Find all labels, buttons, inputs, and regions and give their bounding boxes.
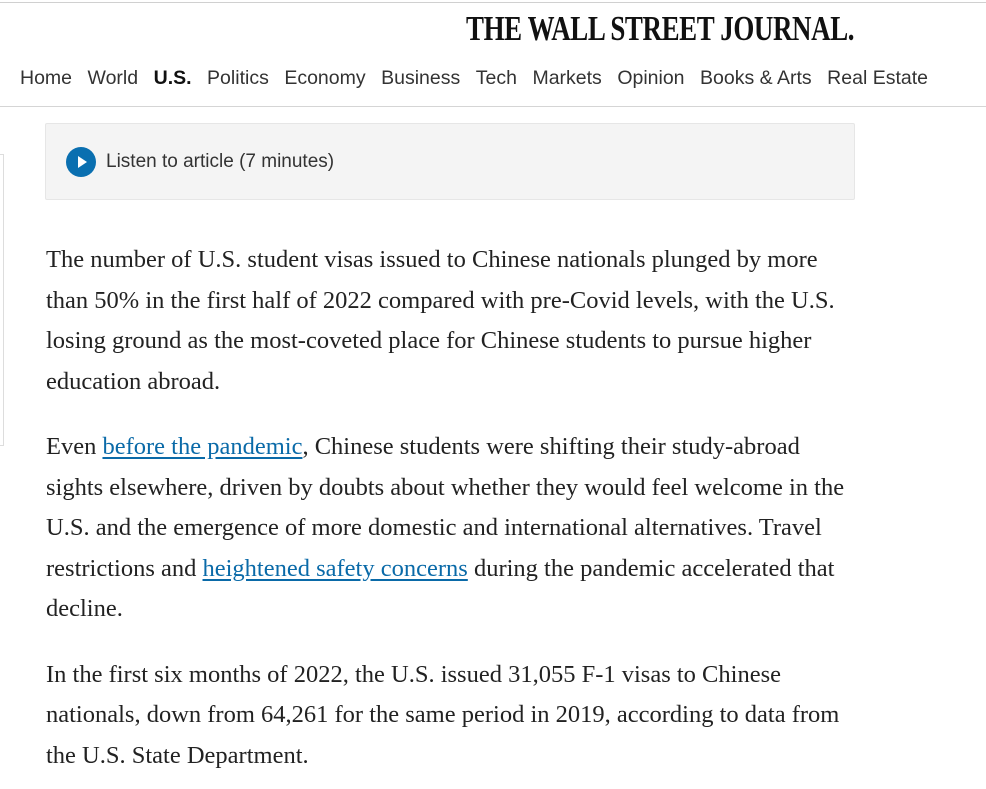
nav-item-real-estate[interactable]: Real Estate bbox=[827, 67, 928, 89]
article-paragraph: In the first six months of 2022, the U.S. issued 31,055 F-1 visas to Chinese nationals, down from 64,261 for the same period in 2019, according to data from the U.S. State Department. bbox=[46, 660, 840, 769]
nav-item-markets[interactable]: Markets bbox=[532, 67, 602, 89]
nav-item-opinion[interactable]: Opinion bbox=[617, 67, 685, 89]
listen-label-text: Listen to article bbox=[106, 151, 234, 172]
nav-item-economy[interactable]: Economy bbox=[284, 67, 366, 89]
main-nav bbox=[20, 65, 943, 91]
nav-item-books-arts[interactable]: Books & Arts bbox=[700, 67, 812, 89]
side-panel-edge bbox=[0, 154, 4, 446]
play-icon[interactable] bbox=[66, 147, 96, 177]
listen-label[interactable] bbox=[106, 151, 334, 173]
top-rule bbox=[0, 2, 986, 3]
nav-divider bbox=[0, 106, 986, 107]
link-heightened-safety-concerns[interactable]: heightened safety concerns bbox=[202, 554, 468, 582]
nav-item-us[interactable]: U.S. bbox=[153, 67, 192, 89]
paragraph-text: during the pandemic accelerated that decline. bbox=[46, 554, 835, 622]
listen-duration: (7 minutes) bbox=[239, 151, 335, 172]
nav-item-world[interactable]: World bbox=[87, 67, 139, 89]
nav-item-tech[interactable]: Tech bbox=[475, 67, 517, 89]
article-body bbox=[46, 240, 846, 789]
link-before-the-pandemic[interactable]: before the pandemic bbox=[102, 433, 303, 460]
wsj-logo[interactable]: THE WALL STREET JOURNAL. bbox=[466, 9, 855, 48]
listen-to-article-player[interactable] bbox=[45, 123, 855, 200]
paragraph-text: , Chinese students were shifting their study-abroad sights elsewhere, driven by doubts about whether they would feel welcome in the U.S. and the emergence of more domestic and international alternatives. Travel restrictions and bbox=[46, 433, 845, 582]
nav-item-home[interactable]: Home bbox=[20, 67, 73, 89]
article-paragraph: The number of U.S. student visas issued to Chinese nationals plunged by more than 50% in the first half of 2022 compared with pre-Covid levels, with the U.S. losing ground as the most-coveted place for Chinese students to pursue higher education abroad. bbox=[46, 246, 835, 395]
nav-item-politics[interactable]: Politics bbox=[207, 67, 269, 89]
nav-item-business[interactable]: Business bbox=[381, 67, 461, 89]
article-paragraph bbox=[46, 427, 846, 630]
paragraph-text: Even bbox=[46, 433, 103, 460]
